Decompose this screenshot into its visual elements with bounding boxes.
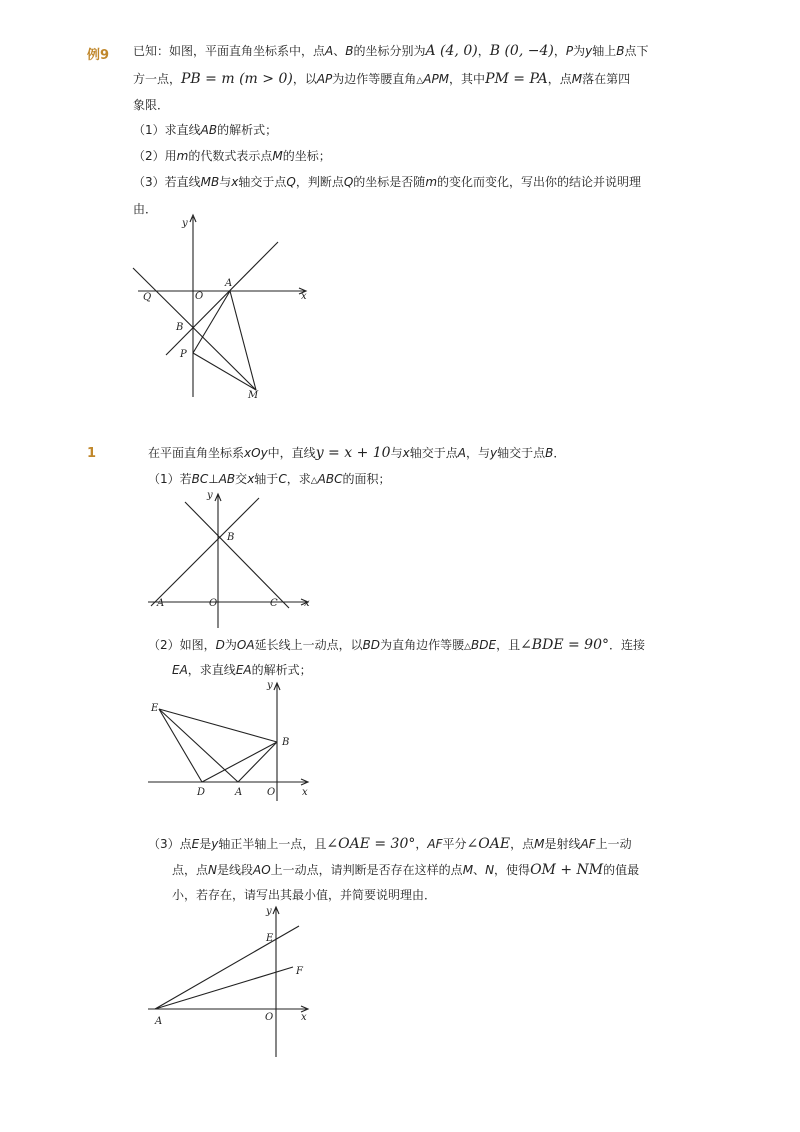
text: ，点 (547, 72, 572, 86)
ex9-question-3 (133, 169, 641, 195)
label-O: O (195, 291, 204, 302)
label-B: B (176, 322, 184, 333)
text: （2）用 (133, 149, 177, 163)
label-B: B (227, 532, 235, 543)
p1-figure-2 (143, 678, 318, 803)
text: 的坐标是否随 (353, 175, 426, 189)
point-Q: Q (286, 175, 296, 189)
point-E: E (191, 837, 200, 851)
text: 已知：如图，平面直角坐标系中，点 (133, 44, 326, 58)
text: ，求直线 (187, 663, 236, 677)
text: 的变化而变化，写出你的结论并说明理 (437, 175, 642, 189)
text: 为 (224, 638, 237, 652)
var-m: m (176, 149, 189, 163)
axis-y: y (489, 446, 498, 460)
text: （3）点 (148, 837, 192, 851)
math-line-eq: y = x + 10 (315, 445, 391, 461)
segment-ED (159, 709, 202, 782)
segment-BC: BC (191, 472, 209, 486)
label-A: A (155, 1016, 163, 1027)
label-A: A (225, 278, 233, 289)
text: ，判断点 (295, 175, 344, 189)
text: 的解析式； (217, 123, 278, 137)
label-O: O (267, 787, 276, 798)
p1-sub-3-line-3: 小，若存在，请写出其最小值，并简要说明理由． (172, 888, 437, 902)
text: 是射线 (544, 837, 581, 851)
axis-y: y (211, 837, 219, 851)
segment-AB: AB (218, 472, 236, 486)
line-AB (166, 242, 278, 355)
text: 为边作等腰直角 (332, 72, 417, 86)
text: ， (477, 44, 490, 58)
text: 的代数式表示点 (188, 149, 273, 163)
p1-figure-1 (143, 486, 318, 631)
segment-AO: AO (253, 863, 271, 877)
label-O: O (209, 598, 218, 609)
label-x: x (301, 1012, 307, 1023)
math-PB: PB = m (m > 0) (181, 71, 293, 87)
point-M: M (272, 149, 283, 163)
segment-OA: OA (236, 638, 255, 652)
point-M: M (462, 863, 474, 877)
axis-y: y (585, 44, 593, 58)
text: ，与 (465, 446, 490, 460)
p1-sub-3-line-2 (172, 857, 639, 883)
line-AE (155, 926, 299, 1009)
text: （1）求直线 (133, 123, 201, 137)
text: （3）若直线 (133, 175, 201, 189)
math-sum: OM + NM (530, 862, 604, 878)
label-x: x (304, 598, 310, 609)
label-B: B (282, 737, 290, 748)
text: 与 (390, 446, 403, 460)
triangle-APM: APM (423, 72, 450, 86)
text: 平分 (442, 837, 467, 851)
axis-x: x (402, 446, 410, 460)
text: 在平面直角坐标系 (148, 446, 245, 460)
p1-figure-3 (143, 902, 318, 1062)
text: 延长线上一动点，以 (254, 638, 363, 652)
text: 是 (199, 837, 212, 851)
text: 点，点 (172, 863, 209, 877)
axis-x: x (247, 472, 255, 486)
math-angle-OAE: ∠OAE (466, 836, 511, 852)
segment-EA: EA (172, 663, 188, 677)
text: 轴上 (592, 44, 617, 58)
ex9-question-3-cont: 由． (133, 202, 158, 216)
triangle-symbol: △ (310, 476, 318, 486)
text: 为直角边作等腰 (380, 638, 465, 652)
label-y: y (207, 490, 213, 501)
text: ， (415, 837, 428, 851)
segment-BD: BD (362, 638, 381, 652)
text: 点下 (624, 44, 649, 58)
math-coord-B: B (0, −4) (489, 43, 554, 59)
label-y: y (267, 680, 273, 691)
triangle-symbol: △ (464, 642, 471, 652)
text: （1）若 (148, 472, 192, 486)
line-AB: AB (200, 123, 218, 137)
math-angle-BDE: ∠BDE = 90° (520, 637, 609, 653)
line-QM (133, 268, 256, 390)
p1-line-1 (148, 440, 565, 466)
p1-sub-2 (148, 632, 645, 660)
text: 中，直线 (267, 446, 316, 460)
text: 方一点， (133, 72, 182, 86)
ex9-question-2 (133, 143, 331, 169)
triangle-ABC: ABC (317, 472, 343, 486)
text: 落在第四 (582, 72, 631, 86)
p1-sub-3 (148, 831, 632, 857)
segment-AM (230, 291, 256, 390)
label-O: O (265, 1012, 274, 1023)
text: ， (553, 44, 566, 58)
math-coord-A: A (4, 0) (425, 43, 478, 59)
text: 轴交于点 (238, 175, 287, 189)
label-C: C (270, 598, 278, 609)
label-Q: Q (143, 292, 152, 303)
text: 的坐标分别为 (353, 44, 426, 58)
text: ．连接 (609, 638, 646, 652)
math-angle-OAE: ∠OAE = 30° (326, 836, 416, 852)
label-F: F (296, 966, 303, 977)
triangle-BDE: BDE (471, 638, 497, 652)
ray-AF: AF (580, 837, 596, 851)
label-A: A (235, 787, 243, 798)
text: 是线段 (217, 863, 254, 877)
ex9-line-2 (133, 66, 630, 94)
label-y: y (182, 218, 188, 229)
label-E: E (151, 703, 159, 714)
text: 的解析式； (251, 663, 312, 677)
line-EA: EA (235, 663, 252, 677)
text: （2）如图， (148, 638, 216, 652)
text: 、 (333, 44, 346, 58)
text: ，点 (510, 837, 535, 851)
point-N: N (485, 863, 495, 877)
ray-AF (155, 967, 293, 1009)
problem-label: 1 (87, 446, 97, 461)
segment-DB (202, 742, 277, 782)
text: ，其中 (449, 72, 486, 86)
text: 轴交于点 (409, 446, 458, 460)
triangle-symbol: △ (416, 76, 424, 86)
text: ，且 (496, 638, 521, 652)
text: 轴正半轴上一点，且 (218, 837, 327, 851)
label-D: D (197, 787, 206, 798)
line-AB (151, 498, 259, 606)
point-A: A (457, 446, 466, 460)
segment-AB (238, 742, 277, 782)
text: 上一动点，请判断是否存在这样的点 (270, 863, 463, 877)
text: ． (553, 446, 566, 460)
example-label: 例9 (87, 48, 110, 63)
label-M: M (248, 390, 259, 401)
line-MB: MB (200, 175, 220, 189)
point-Q: Q (343, 175, 354, 189)
var-m: m (425, 175, 438, 189)
point-B: B (345, 44, 354, 58)
text: 、 (473, 863, 486, 877)
segment-AP: AP (316, 72, 333, 86)
ray-AF: AF (427, 837, 443, 851)
text: ，使得 (494, 863, 531, 877)
axis-x: x (231, 175, 239, 189)
point-P: P (565, 44, 574, 58)
point-B: B (616, 44, 625, 58)
point-M: M (571, 72, 583, 86)
label-y: y (266, 906, 272, 917)
label-x: x (301, 291, 307, 302)
text: 的坐标； (282, 149, 331, 163)
ex9-question-1 (133, 117, 277, 143)
point-A: A (325, 44, 334, 58)
text: ，以 (292, 72, 317, 86)
ex9-line-1 (133, 38, 648, 64)
ex9-figure (128, 212, 318, 404)
math-PM: PM = PA (485, 71, 548, 87)
text: 的值最 (603, 863, 640, 877)
text: ，求 (286, 472, 311, 486)
text: 交 (235, 472, 248, 486)
line-BC (185, 502, 289, 608)
label-x: x (302, 787, 308, 798)
plane-xOy: xOy (244, 446, 268, 460)
label-E: E (266, 933, 274, 944)
label-A: A (157, 598, 165, 609)
point-B: B (545, 446, 554, 460)
point-C: C (278, 472, 287, 486)
text: 上一动 (595, 837, 632, 851)
text: 为 (573, 44, 586, 58)
label-P: P (180, 349, 187, 360)
text: 与 (219, 175, 232, 189)
text: 的面积； (342, 472, 391, 486)
ex9-line-3: 象限． (133, 98, 170, 112)
perp-symbol: ⊥ (208, 472, 219, 486)
point-M: M (534, 837, 545, 851)
point-N: N (208, 863, 217, 877)
text: 轴交于点 (497, 446, 546, 460)
point-D: D (215, 638, 225, 652)
text: 轴于 (254, 472, 279, 486)
